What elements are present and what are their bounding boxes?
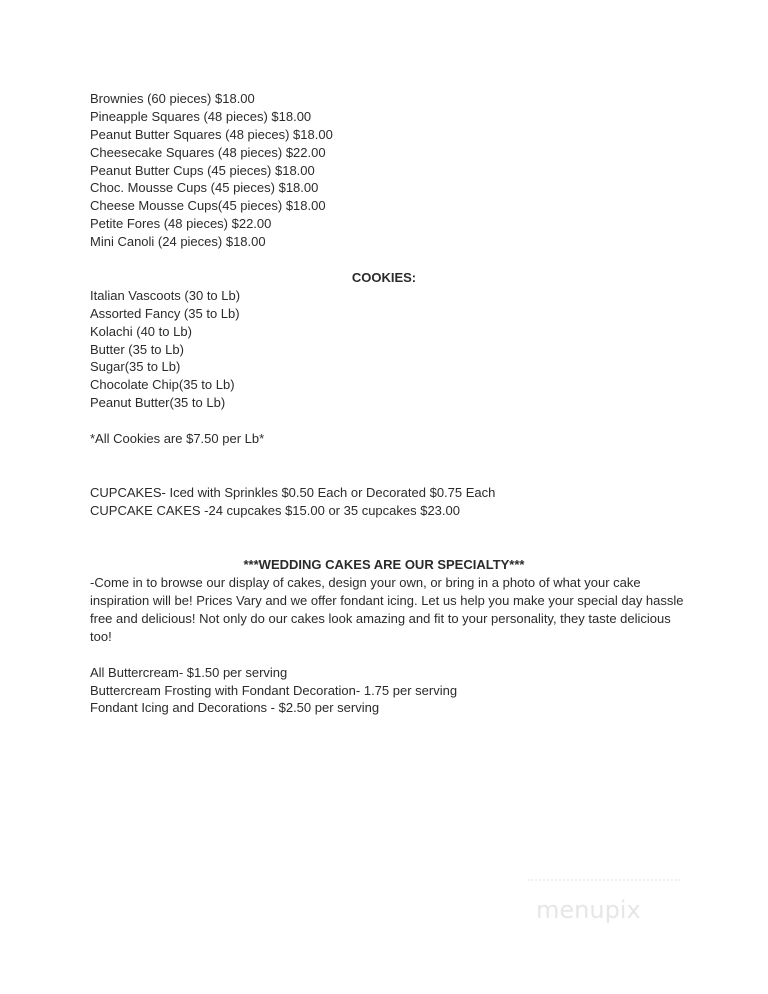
list-item: Chocolate Chip(35 to Lb) <box>90 377 235 393</box>
list-item: All Buttercream- $1.50 per serving <box>90 664 288 680</box>
list-item: Cheese Mousse Cups(45 pieces) $18.00 <box>90 198 326 214</box>
list-item: Fondant Icing and Decorations - $2.50 per serving <box>90 700 380 716</box>
cookies-heading: COOKIES: <box>351 270 417 286</box>
list-item: Pineapple Squares (48 pieces) $18.00 <box>90 108 312 124</box>
wedding-description: -Come in to browse our display of cakes, design your own, or bring in a photo of what your cake inspiration will be! Prices Vary and we offer fondant icing. Let us help you make your special day hassle free and delicious! Not only do our cakes look amazing and fit to your personality, they taste delicious too! <box>90 574 684 644</box>
cupcake-list <box>90 484 690 520</box>
pastry-list <box>90 90 690 251</box>
watermark-decoration <box>528 879 680 889</box>
list-item: Brownies (60 pieces) $18.00 <box>90 91 255 106</box>
list-item: Kolachi (40 to Lb) <box>90 323 192 339</box>
list-item: Sugar(35 to Lb) <box>90 359 181 375</box>
list-item: Italian Vascoots (30 to Lb) <box>90 287 241 303</box>
list-item: Petite Fores (48 pieces) $22.00 <box>90 216 272 232</box>
cookie-list <box>90 287 690 412</box>
menu-page <box>90 90 690 717</box>
list-item: Peanut Butter Cups (45 pieces) $18.00 <box>90 162 315 178</box>
watermark-logo: menupix <box>536 896 641 924</box>
wedding-heading: ***WEDDING CAKES ARE OUR SPECIALTY*** <box>243 556 525 572</box>
list-item: Buttercream Frosting with Fondant Decoration- 1.75 per serving <box>90 682 458 698</box>
list-item: Mini Canoli (24 pieces) $18.00 <box>90 234 266 250</box>
list-item: Choc. Mousse Cups (45 pieces) $18.00 <box>90 180 319 196</box>
cookies-price-note: *All Cookies are $7.50 per Lb* <box>90 431 265 447</box>
list-item: CUPCAKES- Iced with Sprinkles $0.50 Each or Decorated $0.75 Each <box>90 485 496 501</box>
wedding-price-list <box>90 664 690 718</box>
list-item: Butter (35 to Lb) <box>90 341 184 357</box>
list-item: Peanut Butter Squares (48 pieces) $18.00 <box>90 126 333 142</box>
list-item: Peanut Butter(35 to Lb) <box>90 395 226 411</box>
list-item: CUPCAKE CAKES -24 cupcakes $15.00 or 35 cupcakes $23.00 <box>90 502 460 518</box>
list-item: Assorted Fancy (35 to Lb) <box>90 305 240 321</box>
list-item: Cheesecake Squares (48 pieces) $22.00 <box>90 144 326 160</box>
